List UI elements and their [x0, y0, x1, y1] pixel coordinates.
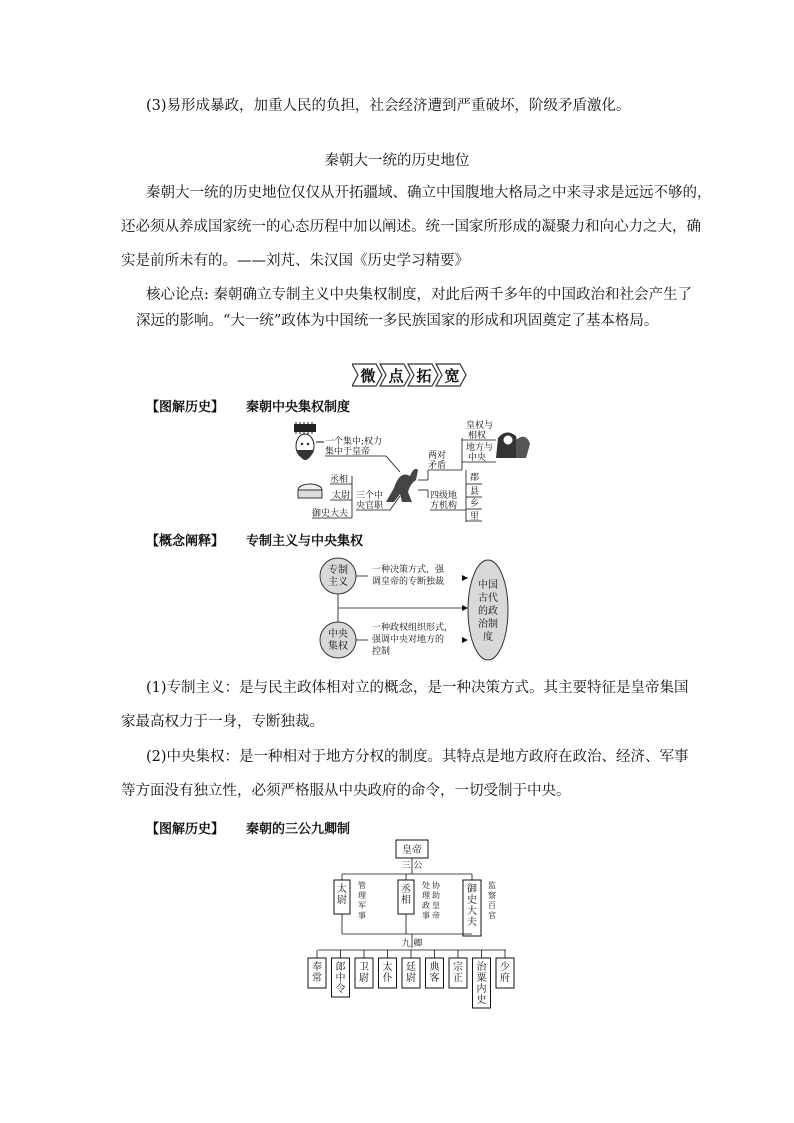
gong-duty-char: 理: [358, 891, 366, 900]
minister-name-char: 卫: [359, 962, 369, 973]
concept-centralization-desc-2: 强调中央对地方的: [372, 635, 445, 645]
banner-char-2: 点: [388, 367, 404, 385]
horse-illustration: [386, 469, 418, 502]
minister-name-char: 粟: [476, 973, 487, 984]
minister-name-char: 内: [476, 984, 487, 995]
gong-duty-char: 监: [488, 881, 496, 890]
section2-title: 专制主义与中央集权: [246, 534, 364, 549]
banner-char-4: 宽: [444, 367, 460, 385]
local-levels-label-1: 四级地: [430, 491, 458, 501]
gong-duty-char: 官: [488, 911, 496, 920]
gong-name-char: 御: [467, 884, 477, 895]
minister-name-char: 史: [476, 995, 487, 1006]
minister-name-char: 中: [335, 973, 346, 984]
gong-duty-char: 百: [488, 901, 496, 910]
para1-line-2: 家最高权力于一身，专断独裁。: [121, 714, 324, 730]
concept-autocracy-desc-2: 调皇帝的专断独裁: [372, 577, 445, 587]
section1-title: 秦朝中央集权制度: [246, 400, 351, 415]
concept-autocracy-line-1: 专制: [328, 565, 348, 576]
ruler-figures-illustration: [496, 432, 530, 458]
banner-char-3: 拓: [416, 367, 432, 385]
minister-name-char: 治: [476, 962, 487, 973]
central-label-2: 集中于皇帝: [325, 447, 371, 457]
official-grand-commandant: 太尉: [332, 491, 351, 501]
concept-centralization-line-1: 中央: [328, 629, 348, 640]
para1-line-1: (1)专制主义：是与民主政体相对立的概念，是一种决策方式。其主要特征是皇帝集国: [146, 680, 689, 696]
concept-diagram: [312, 556, 532, 666]
minister-name-char: 仆: [382, 973, 393, 984]
quote-line-3: 实是前所未有的。——刘芃、朱汉国《历史学习精要》: [121, 253, 469, 269]
jiuqing-label: 九 卿: [401, 939, 423, 949]
oval-line-2: 古代: [478, 593, 498, 604]
minister-name-char: 尉: [406, 973, 416, 984]
minister-name-char: 奉: [312, 962, 322, 973]
conflict-label-1: 两对: [428, 451, 447, 461]
gong-duty-char: 军: [358, 901, 366, 910]
gong-duty-char: 处: [422, 881, 430, 890]
section-banner: [352, 362, 470, 388]
gong-name-char: 相: [401, 895, 411, 906]
minister-name-char: 令: [335, 984, 346, 995]
quote-line-1: 秦朝大一统的历史地位仅仅从开拓疆域、确立中国腹地大格局之中来寻求是远远不够的，: [146, 185, 712, 201]
gong-duty-char: 察: [488, 891, 496, 900]
local-levels-label-2: 方机构: [430, 501, 458, 511]
minister-name-char: 正: [453, 973, 463, 984]
officials-group-label-1: 三个中: [356, 491, 384, 501]
oval-line-4: 治制: [478, 619, 498, 630]
oval-line-1: 中国: [478, 580, 498, 591]
gong-duty-char: 管: [358, 881, 366, 890]
minister-name-char: 常: [312, 973, 322, 984]
intro-text: (3)易形成暴政，加重人民的负担，社会经济遭到严重破坏，阶级矛盾激化。: [146, 98, 631, 114]
minister-name-char: 宗: [453, 962, 463, 973]
gong-duty-extra-char: 协: [432, 881, 440, 890]
official-chancellor: 丞相: [330, 475, 349, 485]
concept-centralization-desc-1: 一种政权组织形式，: [372, 623, 454, 633]
three-lords-nine-ministers-diagram: [300, 838, 530, 1016]
concept-centralization-desc-3: 控制: [372, 647, 391, 657]
minister-name-char: 廷: [406, 962, 416, 973]
level-county: 县: [470, 487, 480, 497]
section1-tag: 【图解历史】: [146, 400, 225, 415]
official-censor: 御史大夫: [312, 509, 349, 519]
oval-line-3: 的政: [478, 606, 498, 617]
core-argument-line-1: 核心论点: 秦朝确立专制主义中央集权制度，对此后两千多年的中国政治和社会产生了: [146, 287, 692, 303]
gong-name-char: 太: [337, 884, 347, 895]
sangong-label: 三 公: [401, 861, 423, 871]
core-argument-line-2: 深远的影响。“大一统”政体为中国统一多民族国家的形成和巩固奠定了基本格局。: [136, 313, 659, 329]
para2-line-1: (2)中央集权：是一种相对于地方分权的制度。其特点是地方政府在政治、经济、军事: [146, 749, 689, 765]
oval-line-5: 度: [483, 632, 493, 643]
gong-duty-extra-char: 皇: [432, 901, 440, 910]
concept-autocracy-desc-1: 一种决策方式，强: [372, 565, 445, 575]
minister-name-char: 郎: [335, 962, 346, 973]
gong-duty-extra-char: 助: [432, 891, 440, 900]
conflict-a-line-1: 皇权与: [466, 421, 494, 431]
banner-char-1: 微: [360, 367, 376, 385]
gong-duty-extra-char: 帝: [432, 911, 440, 920]
central-power-diagram: [290, 418, 530, 522]
section3-title: 秦朝的三公九卿制: [246, 822, 351, 837]
concept-autocracy-line-2: 主义: [328, 577, 348, 588]
gong-duty-char: 政: [422, 901, 430, 910]
concept-centralization-line-2: 集权: [328, 641, 348, 652]
para2-line-2: 等方面没有独立性，必须严格服从中央政府的命令，一切受制于中央。: [121, 783, 571, 799]
gong-duty-char: 事: [422, 911, 430, 920]
gong-duty-char: 事: [358, 911, 366, 920]
minister-name-char: 客: [429, 973, 440, 984]
gong-name-char: 尉: [337, 895, 347, 906]
quote-line-2: 还必须从养成国家统一的心态历程中加以阐述。统一国家所形成的凝聚力和向心力之大，确: [121, 219, 701, 235]
section3-tag: 【图解历史】: [146, 822, 225, 837]
section2-tag: 【概念阐释】: [146, 534, 225, 549]
conflict-label-2: 矛盾: [428, 461, 447, 471]
level-commandery: 郡: [470, 473, 480, 483]
conflict-b-line-1: 地方与: [466, 443, 494, 453]
gong-name-char: 史: [467, 895, 477, 906]
gong-duty-char: 理: [422, 891, 430, 900]
level-village: 里: [470, 512, 480, 522]
emperor-illustration: [294, 422, 316, 460]
central-label-1: 一个集中;权力: [325, 437, 383, 447]
minister-name-char: 尉: [359, 973, 369, 984]
level-township: 乡: [470, 499, 480, 509]
conflict-b-line-2: 中央: [468, 453, 487, 463]
gong-name-char: 大: [467, 906, 477, 917]
minister-name-char: 太: [382, 962, 393, 973]
quote-title: 秦朝大一统的历史地位: [324, 153, 470, 169]
seal-illustration: [298, 484, 322, 498]
conflict-a-line-2: 相权: [468, 431, 487, 441]
gong-name-char: 丞: [401, 884, 411, 895]
minister-name-char: 典: [429, 962, 440, 973]
minister-name-char: 少: [500, 962, 510, 973]
minister-name-char: 府: [500, 973, 510, 984]
emperor-box: 皇帝: [402, 845, 422, 856]
gong-name-char: 夫: [467, 917, 477, 928]
officials-group-label-2: 央官职: [356, 501, 384, 511]
